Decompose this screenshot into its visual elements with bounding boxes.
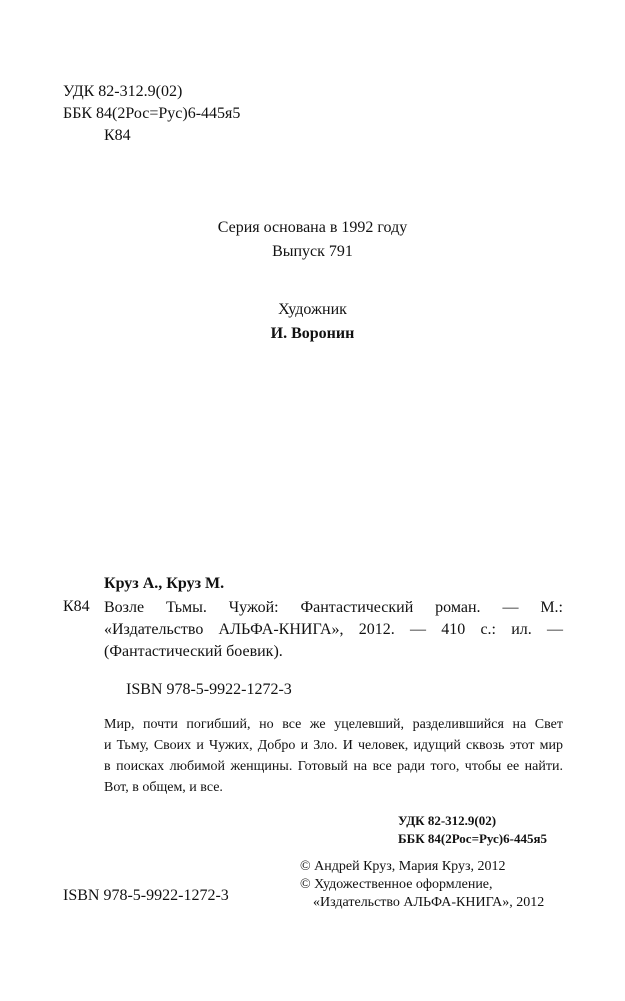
- copyright-publisher: «Издательство АЛЬФА-КНИГА», 2012: [313, 895, 545, 910]
- bottom-bbk: ББК 84(2Рос=Рус)6-445я5: [398, 831, 547, 846]
- artist-label: Художник: [278, 301, 347, 318]
- series-issue: Выпуск 791: [272, 243, 353, 260]
- copyright-isbn: ISBN 978-5-9922-1272-3: [63, 887, 229, 904]
- annotation: [104, 714, 563, 798]
- bib-line-1: Возле Тьмы. Чужой: Фантастический роман. — М.:: [104, 599, 563, 616]
- annotation-line-1: Мир, почти погибший, но все же уцелевший, разделившийся на Свет: [104, 717, 563, 732]
- bottom-udk: УДК 82-312.9(02): [398, 813, 497, 828]
- artist-name: И. Воронин: [270, 325, 355, 342]
- bib-authors: Круз А., Круз М.: [104, 575, 225, 592]
- bib-line-3: (Фантастический боевик).: [104, 643, 283, 660]
- top-author-mark: К84: [104, 127, 131, 144]
- top-udk: УДК 82-312.9(02): [63, 83, 183, 100]
- series-founded: Серия основана в 1992 году: [217, 219, 408, 236]
- top-bbk: ББК 84(2Рос=Рус)6-445я5: [63, 105, 241, 122]
- copyright-authors: © Андрей Круз, Мария Круз, 2012: [300, 859, 506, 874]
- copyright-design: © Художественное оформление,: [300, 877, 493, 892]
- bib-line-2: «Издательство АЛЬФА-КНИГА», 2012. — 410 с.: ил. —: [104, 621, 563, 638]
- bib-description: [104, 597, 563, 663]
- annotation-line-2: и Тьму, Своих и Чужих, Добро и Зло. И человек, идущий сквозь этот мир: [104, 738, 563, 753]
- annotation-line-3: в поисках любимой женщины. Готовый на все ради того, чтобы ее найти.: [104, 759, 563, 774]
- annotation-line-4: Вот, в общем, и все.: [104, 780, 223, 795]
- bib-isbn: ISBN 978-5-9922-1272-3: [126, 681, 292, 698]
- bib-mark: К84: [63, 598, 90, 615]
